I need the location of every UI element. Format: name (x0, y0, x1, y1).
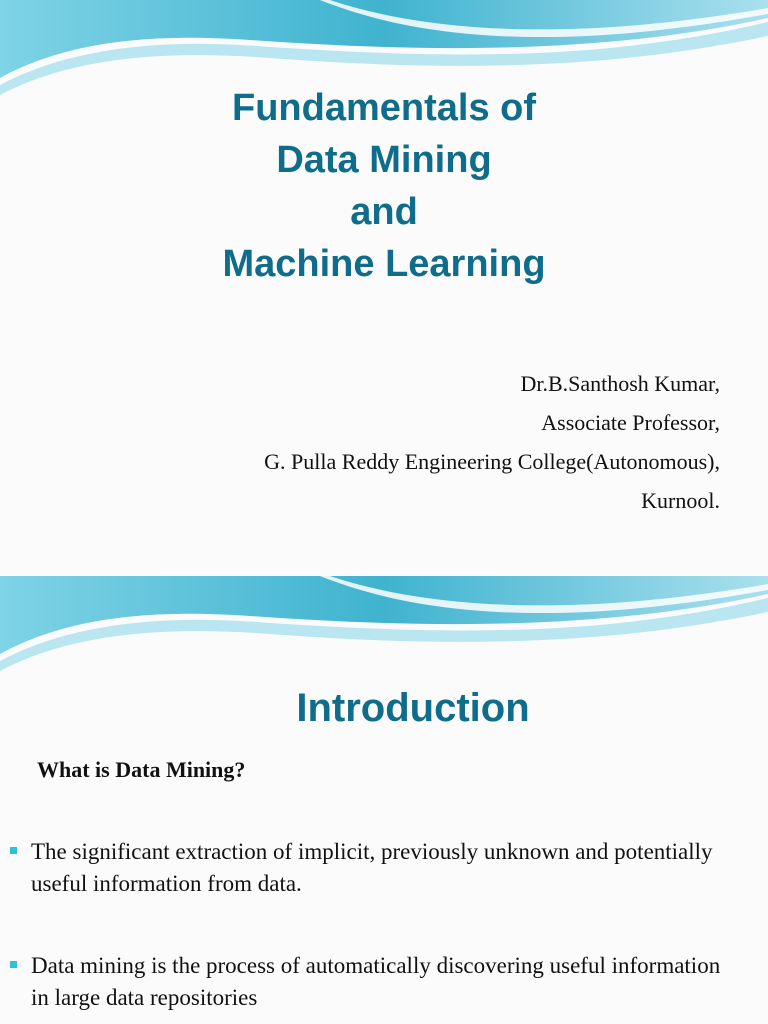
header-wave-decoration (0, 576, 768, 686)
bullet-square-icon (10, 961, 17, 968)
subheading: What is Data Mining? (37, 757, 246, 782)
title-line: Data Mining (276, 139, 492, 181)
title-line: and (350, 191, 418, 233)
title-line: Fundamentals of (231, 87, 537, 129)
author-name: Dr.B.Santhosh Kumar, (520, 371, 720, 396)
slide-title: Introduction (296, 686, 530, 730)
author-block (264, 364, 720, 520)
bullet-item (31, 950, 743, 1014)
author-position: Associate Professor, (541, 410, 720, 435)
title-line: Machine Learning (222, 243, 546, 285)
bullet-text: Data mining is the process of automatically discovering useful information in large data repositories (31, 953, 721, 1010)
slide-title (0, 82, 768, 290)
bullet-square-icon (10, 847, 17, 854)
bullet-text: The significant extraction of implicit, previously unknown and potentially useful information from data. (31, 839, 713, 896)
author-location: Kurnool. (641, 488, 720, 513)
introduction-slide (0, 576, 768, 1024)
bullet-item (31, 836, 743, 900)
author-institution: G. Pulla Reddy Engineering College(Autonomous), (264, 449, 720, 474)
